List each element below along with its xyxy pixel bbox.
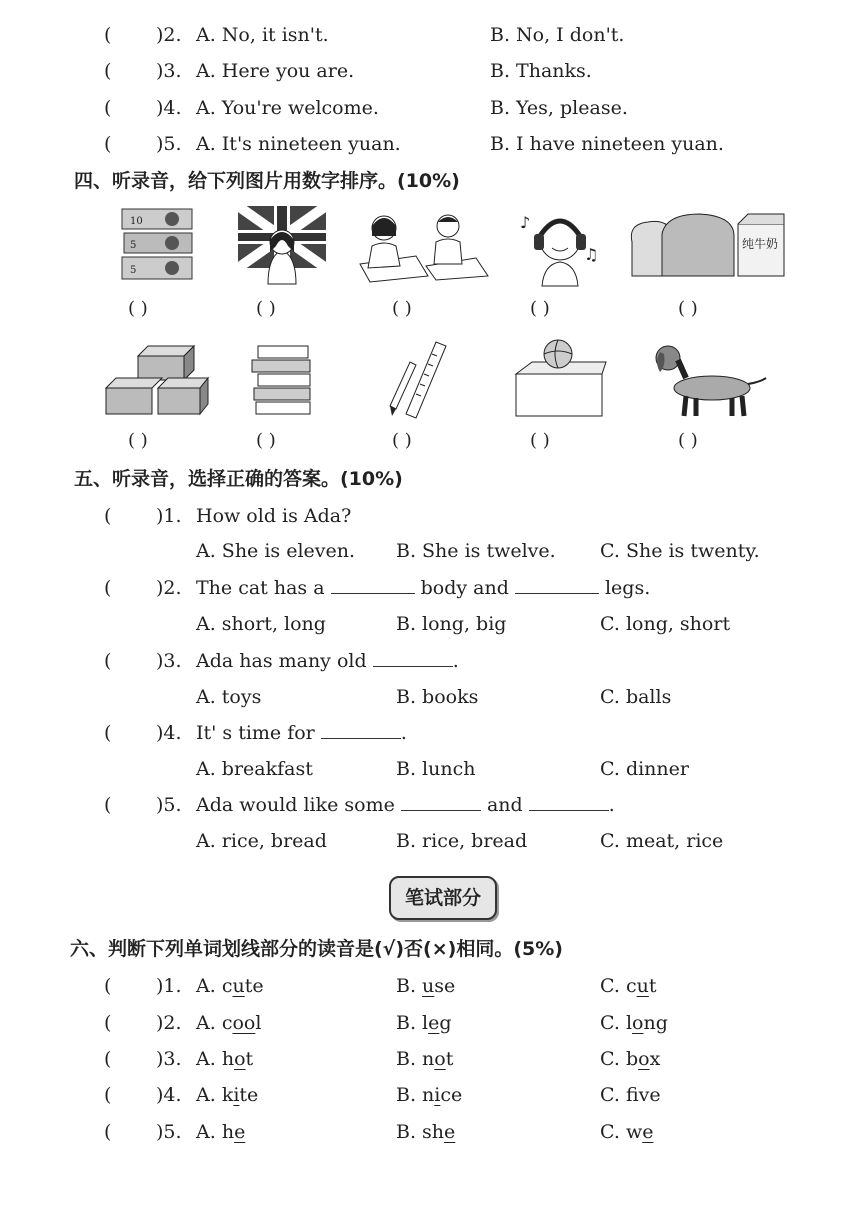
option-a: A. She is eleven. <box>196 540 356 562</box>
word-part: w <box>625 1121 643 1143</box>
option-b: B. Thanks. <box>490 60 592 82</box>
question-text-part: Ada would like some <box>196 794 395 816</box>
underlined-part: u <box>232 975 245 997</box>
part6-item-3 <box>104 1046 804 1072</box>
part3-item-3 <box>104 58 824 84</box>
item-number: )1. <box>156 975 182 997</box>
picture-answer-bracket[interactable]: ( ) <box>128 430 148 451</box>
part5-question-5 <box>104 792 804 818</box>
boxes-picture <box>104 342 210 418</box>
answer-paren[interactable]: ( <box>104 722 112 744</box>
option-b: B. I have nineteen yuan. <box>490 133 724 155</box>
question-text-part: . <box>608 794 615 816</box>
item-number: )5. <box>156 1121 182 1143</box>
item-number: )2. <box>156 24 182 46</box>
option-letter: C. <box>600 1084 626 1106</box>
option-b: B. rice, bread <box>396 830 528 852</box>
answer-paren[interactable]: ( <box>104 1121 112 1143</box>
item-number: )2. <box>156 577 182 599</box>
word-part: b <box>625 1048 639 1070</box>
answer-paren[interactable]: ( <box>104 1012 112 1034</box>
word-part: g <box>439 1012 452 1034</box>
part5-options-3 <box>104 684 804 710</box>
word-part: t <box>648 975 657 997</box>
word-part: se <box>434 975 456 997</box>
item-number: )3. <box>156 650 182 672</box>
option-c <box>600 1119 653 1145</box>
item-number: )4. <box>156 722 182 744</box>
answer-paren[interactable]: ( <box>104 794 112 816</box>
word-part: te <box>244 975 264 997</box>
uk-flag-girl-picture <box>238 206 328 286</box>
underlined-part: e <box>444 1121 456 1143</box>
option-b <box>396 1010 452 1036</box>
item-number: )4. <box>156 1084 182 1106</box>
option-c <box>600 1046 660 1072</box>
fill-blank[interactable] <box>529 792 609 811</box>
word-part: t <box>445 1048 454 1070</box>
word-part: f <box>625 1084 639 1106</box>
option-b <box>396 1082 462 1108</box>
question-text-part: body and <box>420 577 509 599</box>
question-text-part: The cat has a <box>196 577 325 599</box>
part3-item-4 <box>104 95 824 121</box>
option-c <box>600 1010 668 1036</box>
question-text-part: Ada has many old <box>196 650 367 672</box>
answer-paren[interactable]: ( <box>104 1048 112 1070</box>
milk-label: 纯牛奶 <box>742 237 779 251</box>
option-letter: C. <box>600 975 626 997</box>
picture-answer-bracket[interactable]: ( ) <box>392 298 412 319</box>
part5-options-4 <box>104 756 804 782</box>
part3-item-5 <box>104 131 824 157</box>
part6-heading: 六、判断下列单词划线部分的读音是(√)否(×)相同。(5%) <box>70 938 563 960</box>
picture-answer-bracket[interactable]: ( ) <box>530 430 550 451</box>
option-b: B. No, I don't. <box>490 24 625 46</box>
item-number: )5. <box>156 133 182 155</box>
children-drawing-picture <box>356 206 492 286</box>
option-letter: B. <box>396 1084 423 1106</box>
option-b <box>396 1046 453 1072</box>
option-a: A. breakfast <box>196 758 313 780</box>
option-letter: C. <box>600 1048 626 1070</box>
question-text-part: It' s time for <box>196 722 315 744</box>
underlined-part: u <box>636 975 649 997</box>
option-b: B. long, big <box>396 613 507 635</box>
option-c: C. long, short <box>600 613 731 635</box>
svg-text:10: 10 <box>130 216 143 227</box>
underlined-part: i <box>434 1084 441 1106</box>
question-text <box>196 720 407 746</box>
word-part: te <box>239 1084 259 1106</box>
picture-answer-bracket[interactable]: ( ) <box>392 430 412 451</box>
fill-blank[interactable] <box>331 575 415 594</box>
item-number: )3. <box>156 1048 182 1070</box>
svg-text:♪: ♪ <box>520 213 531 232</box>
part5-options-5 <box>104 828 804 854</box>
answer-paren[interactable]: ( <box>104 133 112 155</box>
word-part: l <box>625 1012 633 1034</box>
money-picture <box>120 205 196 283</box>
answer-paren[interactable]: ( <box>104 24 112 46</box>
option-c: C. She is twenty. <box>600 540 760 562</box>
option-b: B. books <box>396 686 479 708</box>
picture-answer-bracket[interactable]: ( ) <box>256 430 276 451</box>
pencil-ruler-picture <box>384 340 448 420</box>
underlined-part: o <box>638 1048 650 1070</box>
part6-item-5 <box>104 1119 804 1145</box>
option-c <box>600 973 657 999</box>
underlined-part: i <box>233 1084 240 1106</box>
word-part: c <box>625 975 637 997</box>
part3-item-2 <box>104 22 824 48</box>
option-c: C. balls <box>600 686 672 708</box>
svg-text:5: 5 <box>130 265 137 276</box>
ball-box-picture <box>512 338 608 420</box>
books-picture <box>250 340 316 420</box>
option-c <box>600 1082 661 1108</box>
question-text <box>196 792 615 818</box>
answer-paren[interactable]: ( <box>104 505 112 527</box>
word-part: l <box>422 1012 429 1034</box>
option-a <box>196 1082 258 1108</box>
underlined-part: o <box>434 1048 446 1070</box>
question-text <box>196 575 650 601</box>
word-part: x <box>649 1048 661 1070</box>
option-letter: C. <box>600 1121 626 1143</box>
answer-paren[interactable]: ( <box>104 1084 112 1106</box>
option-a <box>196 1010 261 1036</box>
option-a: A. short, long <box>196 613 326 635</box>
svg-text:5: 5 <box>130 240 137 251</box>
underlined-part: o <box>632 1012 644 1034</box>
underlined-part: u <box>422 975 435 997</box>
option-letter: B. <box>396 1048 423 1070</box>
option-letter: A. <box>196 1084 222 1106</box>
answer-paren[interactable]: ( <box>104 577 112 599</box>
part5-options-1 <box>104 538 804 564</box>
option-a: A. toys <box>196 686 262 708</box>
underlined-part: e <box>428 1012 440 1034</box>
option-a <box>196 973 264 999</box>
option-letter: B. <box>396 1121 423 1143</box>
fill-blank[interactable] <box>321 720 401 739</box>
option-a <box>196 1046 253 1072</box>
option-letter: B. <box>396 975 423 997</box>
option-b: B. Yes, please. <box>490 97 628 119</box>
word-part: k <box>221 1084 234 1106</box>
answer-paren[interactable]: ( <box>104 975 112 997</box>
question-text-part: and <box>486 794 523 816</box>
word-part: h <box>221 1121 235 1143</box>
word-part: n <box>422 1048 435 1070</box>
item-number: )4. <box>156 97 182 119</box>
word-part: ve <box>638 1084 661 1106</box>
part4-heading: 四、听录音，给下列图片用数字排序。(10%) <box>74 170 460 192</box>
option-a: A. Here you are. <box>196 60 355 82</box>
underlined-part: e <box>234 1121 246 1143</box>
question-text-part: . <box>452 650 459 672</box>
part5-heading: 五、听录音，选择正确的答案。(10%) <box>74 468 403 490</box>
option-a: A. rice, bread <box>196 830 327 852</box>
word-part: t <box>245 1048 254 1070</box>
part5-question-1 <box>104 503 804 529</box>
option-b: B. She is twelve. <box>396 540 556 562</box>
word-part: c <box>221 975 233 997</box>
option-letter: A. <box>196 1012 222 1034</box>
fill-blank[interactable] <box>515 575 599 594</box>
option-a: A. No, it isn't. <box>196 24 329 46</box>
option-b: B. lunch <box>396 758 476 780</box>
dog-picture <box>650 338 768 420</box>
option-a: A. You're welcome. <box>196 97 379 119</box>
word-part: sh <box>422 1121 445 1143</box>
underlined-part: e <box>642 1121 654 1143</box>
option-c: C. meat, rice <box>600 830 724 852</box>
picture-answer-bracket[interactable]: ( ) <box>256 298 276 319</box>
word-part: ce <box>440 1084 463 1106</box>
option-letter: A. <box>196 1048 222 1070</box>
picture-answer-bracket[interactable]: ( ) <box>128 298 148 319</box>
option-b <box>396 973 455 999</box>
option-c: C. dinner <box>600 758 689 780</box>
option-letter: B. <box>396 1012 423 1034</box>
item-number: )5. <box>156 794 182 816</box>
option-b <box>396 1119 455 1145</box>
written-section-badge: 笔试部分 <box>389 876 497 920</box>
option-a: A. It's nineteen yuan. <box>196 133 401 155</box>
part5-question-2 <box>104 575 804 601</box>
part5-question-3 <box>104 648 804 674</box>
bread-milk-picture <box>626 212 788 282</box>
question-text-part: . <box>400 722 407 744</box>
part6-item-2 <box>104 1010 804 1036</box>
underlined-part: o <box>234 1048 246 1070</box>
word-part: c <box>221 1012 233 1034</box>
fill-blank[interactable] <box>401 792 481 811</box>
option-letter: A. <box>196 1121 222 1143</box>
word-part: ng <box>643 1012 668 1034</box>
picture-answer-bracket[interactable]: ( ) <box>530 298 550 319</box>
word-part: l <box>255 1012 262 1034</box>
part6-item-4 <box>104 1082 804 1108</box>
part6-item-1 <box>104 973 804 999</box>
part5-options-2 <box>104 611 804 637</box>
picture-answer-bracket[interactable]: ( ) <box>678 430 698 451</box>
svg-text:♫: ♫ <box>584 245 599 264</box>
option-letter: A. <box>196 975 222 997</box>
picture-answer-bracket[interactable]: ( ) <box>678 298 698 319</box>
item-number: )3. <box>156 60 182 82</box>
answer-paren[interactable]: ( <box>104 650 112 672</box>
word-part: h <box>221 1048 235 1070</box>
question-text-part: legs. <box>604 577 651 599</box>
option-a <box>196 1119 245 1145</box>
underlined-part: oo <box>232 1012 256 1034</box>
question-text: How old is Ada? <box>196 505 352 527</box>
word-part: n <box>422 1084 435 1106</box>
boy-headphones-picture <box>518 206 600 288</box>
part5-question-4 <box>104 720 804 746</box>
option-letter: C. <box>600 1012 626 1034</box>
item-number: )2. <box>156 1012 182 1034</box>
item-number: )1. <box>156 505 182 527</box>
question-text <box>196 648 459 674</box>
answer-paren[interactable]: ( <box>104 97 112 119</box>
fill-blank[interactable] <box>373 648 453 667</box>
answer-paren[interactable]: ( <box>104 60 112 82</box>
